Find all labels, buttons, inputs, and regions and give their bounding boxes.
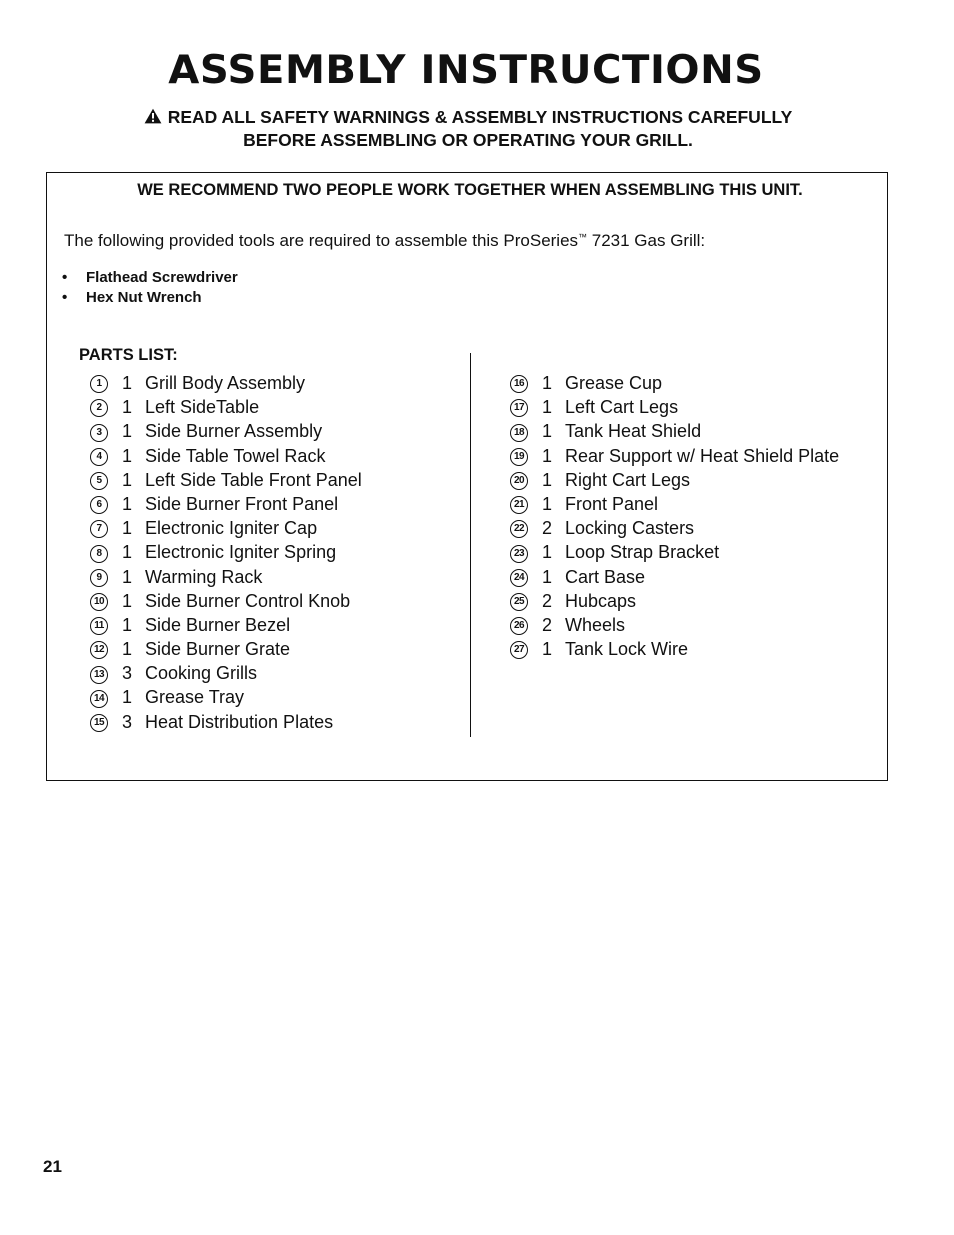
part-number-badge: 8 (90, 545, 108, 563)
part-name: Front Panel (565, 493, 659, 514)
part-number-badge: 10 (90, 593, 108, 611)
part-item (90, 685, 362, 709)
part-name: Warming Rack (145, 566, 263, 587)
part-number-badge: 6 (90, 496, 108, 514)
part-item (90, 468, 362, 492)
part-name: Side Burner Grate (145, 639, 291, 660)
part-name: Cart Base (565, 566, 646, 587)
safety-warning (0, 106, 936, 152)
part-number-badge: 5 (90, 472, 108, 490)
part-number-badge: 11 (90, 617, 108, 635)
part-number-badge: 22 (510, 520, 528, 538)
part-name: Left Cart Legs (565, 397, 679, 418)
part-item (510, 419, 839, 443)
part-number-badge: 19 (510, 448, 528, 466)
part-name: Side Table Towel Rack (145, 445, 326, 466)
part-name: Rear Support w/ Heat Shield Plate (565, 445, 840, 466)
part-qty: 2 (542, 518, 553, 539)
part-item (510, 613, 839, 637)
parts-list-left (90, 371, 362, 734)
part-qty: 1 (122, 590, 133, 611)
part-qty: 1 (542, 542, 553, 563)
page-title: ASSEMBLY INSTRUCTIONS (168, 48, 764, 93)
part-qty: 2 (542, 614, 553, 635)
part-qty: 1 (542, 445, 553, 466)
part-number-badge: 24 (510, 569, 528, 587)
part-qty: 1 (542, 373, 553, 393)
part-item (90, 637, 362, 661)
part-qty: 3 (122, 711, 133, 732)
part-number-badge: 27 (510, 641, 528, 659)
part-qty: 1 (122, 566, 133, 587)
tool-name: Flathead Screwdriver (86, 269, 238, 286)
part-item (90, 371, 362, 395)
part-number-badge: 12 (90, 641, 108, 659)
part-item (90, 710, 362, 734)
part-number-badge: 15 (90, 714, 108, 732)
tools-intro-text: The following provided tools are required to assemble this ProSeries (64, 231, 579, 250)
part-number-badge: 9 (90, 569, 108, 587)
bullet-icon: • (62, 289, 68, 306)
part-item (510, 468, 839, 492)
part-number-badge: 1 (90, 375, 108, 393)
part-name: Side Burner Control Knob (145, 590, 351, 611)
part-qty: 1 (122, 639, 133, 660)
part-item (510, 371, 839, 395)
warning-triangle-icon (144, 107, 162, 123)
part-number-badge: 17 (510, 399, 528, 417)
part-item (510, 637, 839, 661)
part-name: Side Burner Assembly (145, 421, 323, 442)
part-name: Grease Tray (145, 687, 245, 708)
part-number-badge: 3 (90, 424, 108, 442)
part-item (90, 540, 362, 564)
part-qty: 1 (542, 469, 553, 490)
part-number-badge: 13 (90, 666, 108, 684)
part-number-badge: 25 (510, 593, 528, 611)
part-qty: 3 (122, 663, 133, 684)
tool-item (62, 268, 238, 288)
part-item (510, 492, 839, 516)
part-number-badge: 2 (90, 399, 108, 417)
part-name: Electronic Igniter Cap (145, 518, 318, 539)
part-qty: 1 (542, 493, 553, 514)
part-name: Electronic Igniter Spring (145, 542, 337, 563)
part-name: Tank Heat Shield (565, 421, 702, 442)
part-qty: 1 (542, 566, 553, 587)
part-name: Grease Cup (565, 373, 663, 393)
parts-list-right (510, 371, 839, 661)
part-name: Loop Strap Bracket (565, 542, 720, 563)
part-qty: 1 (122, 373, 133, 393)
part-item (90, 565, 362, 589)
safety-warning-line-1 (0, 106, 936, 129)
tools-intro (64, 231, 705, 251)
parts-list-heading: PARTS LIST: (79, 346, 178, 364)
part-number-badge: 23 (510, 545, 528, 563)
part-name: Hubcaps (565, 590, 637, 611)
part-item (90, 492, 362, 516)
part-name: Heat Distribution Plates (145, 711, 334, 732)
part-item (90, 661, 362, 685)
part-number-badge: 20 (510, 472, 528, 490)
part-qty: 1 (542, 421, 553, 442)
part-item (90, 589, 362, 613)
instructions-box (46, 172, 888, 781)
part-item (90, 395, 362, 419)
tool-name: Hex Nut Wrench (86, 289, 202, 306)
part-qty: 1 (122, 542, 133, 563)
part-item (510, 589, 839, 613)
tool-item (62, 288, 238, 308)
part-item (90, 444, 362, 468)
part-qty: 1 (122, 614, 133, 635)
part-qty: 1 (122, 469, 133, 490)
part-item (510, 516, 839, 540)
part-number-badge: 7 (90, 520, 108, 538)
part-number-badge: 14 (90, 690, 108, 708)
part-name: Right Cart Legs (565, 469, 691, 490)
part-number-badge: 4 (90, 448, 108, 466)
part-name: Wheels (565, 614, 626, 635)
part-item (510, 540, 839, 564)
part-qty: 1 (122, 518, 133, 539)
part-number-badge: 18 (510, 424, 528, 442)
part-name: Side Burner Bezel (145, 614, 291, 635)
part-qty: 1 (122, 397, 133, 418)
bullet-icon: • (62, 269, 68, 286)
part-number-badge: 26 (510, 617, 528, 635)
page-number: 21 (43, 1157, 62, 1176)
tools-intro-model: 7231 Gas Grill: (587, 231, 706, 250)
part-name: Cooking Grills (145, 663, 258, 684)
part-qty: 1 (542, 639, 553, 660)
part-qty: 1 (122, 687, 133, 708)
part-name: Grill Body Assembly (145, 373, 306, 393)
safety-warning-line-2: BEFORE ASSEMBLING OR OPERATING YOUR GRILL. (243, 130, 693, 150)
tools-list (62, 268, 238, 308)
part-qty: 1 (122, 445, 133, 466)
part-qty: 1 (122, 421, 133, 442)
part-item (510, 444, 839, 468)
part-qty: 2 (542, 590, 553, 611)
part-item (90, 613, 362, 637)
part-name: Left Side Table Front Panel (145, 469, 362, 490)
part-item (510, 395, 839, 419)
trademark-symbol: ™ (578, 232, 588, 242)
part-qty: 1 (122, 493, 133, 514)
part-name: Tank Lock Wire (565, 639, 689, 660)
part-name: Left SideTable (145, 397, 260, 418)
part-item (90, 419, 362, 443)
part-qty: 1 (542, 397, 553, 418)
part-number-badge: 21 (510, 496, 528, 514)
part-item (510, 565, 839, 589)
part-item (90, 516, 362, 540)
column-divider (470, 353, 471, 737)
recommendation-note: WE RECOMMEND TWO PEOPLE WORK TOGETHER WHEN ASSEMBLING THIS UNIT. (137, 181, 803, 199)
part-name: Locking Casters (565, 518, 695, 539)
part-name: Side Burner Front Panel (145, 493, 339, 514)
part-number-badge: 16 (510, 375, 528, 393)
warning-line-1-text: READ ALL SAFETY WARNINGS & ASSEMBLY INSTRUCTIONS CAREFULLY (167, 107, 793, 127)
